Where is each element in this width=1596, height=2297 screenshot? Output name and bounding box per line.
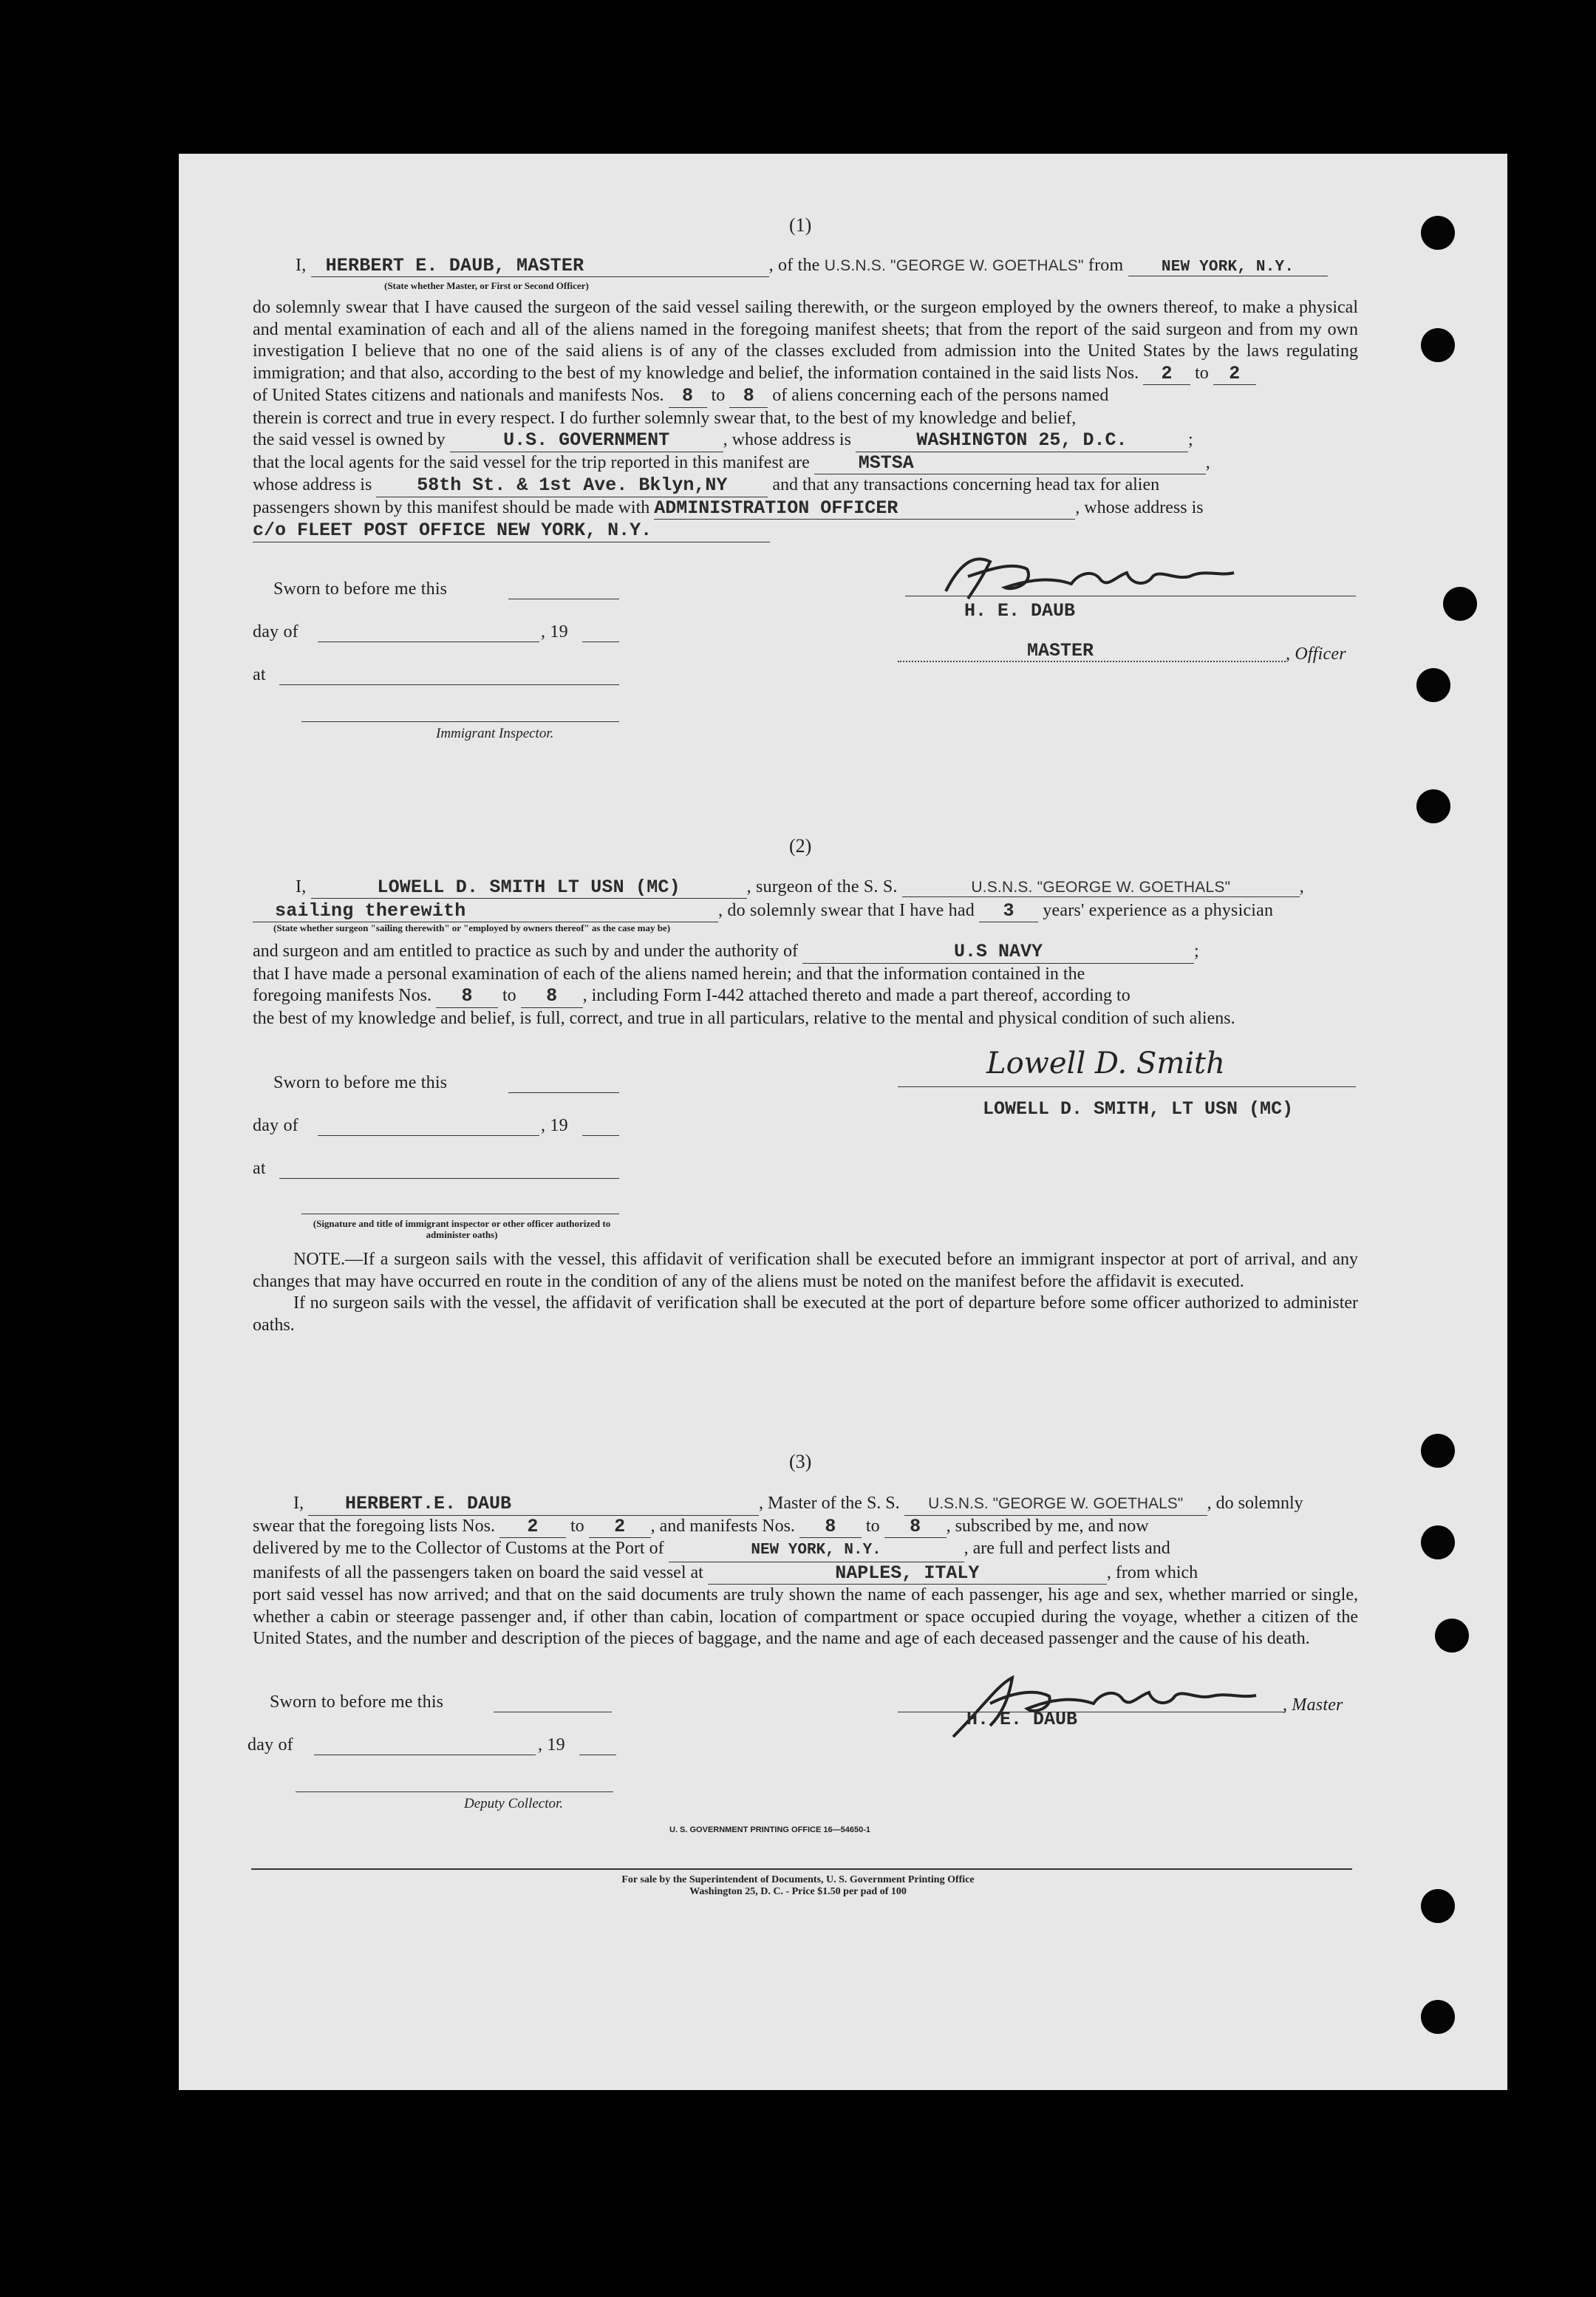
agents-label: that the local agents for the said vessel for the trip reported in this manifest are: [253, 452, 810, 472]
sworn-line: [508, 1092, 619, 1093]
sailing-note: (State whether surgeon "sailing therewith" or "employed by owners thereof" as the case may be): [273, 922, 671, 933]
authority: U.S NAVY: [802, 941, 1194, 964]
at-line: [279, 1178, 619, 1179]
binder-hole: [1421, 2000, 1455, 2034]
surgeon-paragraph: and surgeon and am entitled to practice as such by and under the authority of U.S NAVY ; that I have made a personal examination of each of the aliens named herein; and that the information contained in the foregoing manifests Nos. 8 to 8 , including Form I-442 attached thereto and made a part thereof, according to the best of my knowledge and belief, is full, correct, and true in all particulars, relative to the mental and physical condition of such aliens.: [253, 941, 1235, 1028]
form-text: , including Form I-442 attached thereto and made a part thereof, according to: [582, 986, 1130, 1005]
lists-from: 2: [1143, 363, 1190, 386]
manifest-from: 8: [436, 985, 498, 1008]
note-paragraph: [253, 1249, 1358, 1336]
correct-text: therein is correct and true in every respect. I do further solemnly swear that, to the best of my knowledge and belief,: [253, 408, 1077, 428]
years-text: years' experience as a physician: [1043, 901, 1274, 920]
master-label: , Master: [1283, 1695, 1343, 1715]
master-name: HERBERT E. DAUB, MASTER: [311, 255, 769, 277]
ship-name-stamp: U.S.N.S. "GEORGE W. GOETHALS": [902, 879, 1300, 897]
note-text-2: If no surgeon sails with the vessel, the affidavit of verification shall be executed at the port of departure before some officer authorized to administer oaths.: [253, 1293, 1358, 1335]
binder-hole: [1421, 216, 1455, 250]
collector-paragraph: I, HERBERT.E. DAUB , Master of the S. S. U.S.N.S. "GEORGE W. GOETHALS" , do solemnly swear that the foregoing lists Nos. 2 to 2 , and manifests Nos. 8 to 8 , subscribed by me, and now delivered by me to the Collector of Customs at the Port of NEW YORK, N.Y. , are full and perfect lists and manifests of all the passengers taken on board the said vessel at NAPLES, ITALY , from which port said vessel has now arrived; and that on the said documents are truly shown the name of each passenger, his age and sex, whether married or single, whether a cabin or steerage passenger and, if other than cabin, location of compartment or space occupied during the voyage, whether a citizen of the United States, and the number and description of the pieces of baggage, and the name and age of each deceased passenger and the cause of his death.: [253, 1493, 1358, 1648]
owner: U.S. GOVERNMENT: [450, 429, 723, 452]
year-line: [582, 1135, 619, 1136]
agents-address: 58th St. & 1st Ave. Bklyn,NY: [376, 474, 768, 497]
manifest-to: 8: [884, 1516, 947, 1539]
inspector-note: (Signature and title of immigrant inspector or other officer authorized to administer oaths): [313, 1218, 611, 1240]
deputy-label: Deputy Collector.: [464, 1796, 564, 1811]
lists-to: 2: [1213, 363, 1256, 386]
exam-text: that I have made a personal examination of each of the aliens named herein; and that the information contained in the: [253, 964, 1085, 984]
from-which-text: , from which: [1106, 1562, 1198, 1582]
signature-line: [898, 1086, 1356, 1087]
officer-label: , Officer: [1286, 644, 1346, 664]
signature: [924, 547, 1278, 606]
port: NEW YORK, N.Y.: [669, 1539, 964, 1562]
surgeon-name: LOWELL D. SMITH LT USN (MC): [311, 877, 747, 899]
years-experience: 3: [979, 900, 1038, 922]
lead-i: I,: [296, 877, 307, 896]
binder-hole: [1421, 328, 1455, 362]
lead-i: I,: [296, 256, 307, 275]
day-of-label: day of: [253, 1116, 299, 1135]
master-name: HERBERT.E. DAUB: [308, 1493, 759, 1516]
oath-paragraph: do solemnly swear that I have caused the surgeon of the said vessel sailing therewith, or the surgeon employed by the owners thereof, to make a physical and mental examination of each and all of the aliens named in the foregoing manifest sheets; that from the report of the said surgeon and from my own investigation I believe that no one of the said aliens is of any of the classes excluded from admission into the United States by the laws regulating immigration; and that also, according to the best of my knowledge and belief, the information contained in the said lists Nos. 2 to 2 of United States citizens and nationals and manifests Nos. 8 to 8 of aliens concerning each of the persons named therein is correct and true in every respect. I do further solemnly swear that, to the best of my knowledge and belief, the said vessel is owned by U.S. GOVERNMENT , whose address is WASHINGTON 25, D.C. ; that the local agents for the said vessel for the trip reported in this manifest are MSTSA , whose address is 58th St. & 1st Ave. Bklyn,NY and that any transactions concerning head tax for alien passengers shown by this manifest should be made with ADMINISTRATION OFFICER , whose address is c/o FLEET POST OFFICE NEW YORK, N.Y.: [253, 298, 1358, 541]
subscribed-text: , subscribed by me, and now: [946, 1516, 1149, 1536]
binder-hole: [1416, 668, 1450, 702]
section-number: (1): [789, 214, 812, 236]
and-manifests-text: , and manifests Nos.: [650, 1516, 795, 1536]
passengers-label: passengers shown by this manifest should be made with: [253, 497, 650, 517]
signature: [938, 1663, 1278, 1744]
owner-address-label: , whose address is: [723, 430, 851, 449]
swear-text: , do solemnly swear that I have had: [718, 901, 975, 920]
manifest-to: 8: [729, 385, 768, 408]
day-of-label: day of: [248, 1735, 293, 1755]
owner-address: WASHINGTON 25, D.C.: [856, 429, 1188, 452]
full-perfect-text: , are full and perfect lists and: [964, 1539, 1170, 1558]
sworn-label: Sworn to before me this: [273, 579, 448, 599]
tax-contact-address-label: , whose address is: [1075, 497, 1204, 517]
master-line: [296, 255, 1328, 277]
day-line: [318, 1135, 539, 1136]
rest-text: port said vessel has now arrived; and that on the said documents are truly shown the name of each passenger, his age and sex, whether married or single, whether a cabin or steerage passenger and, if other than cabin, location of compartment or space occupied during the voyage, whether a citizen of the United States, and the number and description of the pieces of baggage, and the name and age of each deceased passenger and the cause of his death.: [253, 1585, 1358, 1648]
authority-text: and surgeon and am entitled to practice as such by and under the authority of: [253, 942, 798, 961]
signer-typed: LOWELL D. SMITH, LT USN (MC): [983, 1098, 1294, 1120]
section-number: (3): [789, 1451, 812, 1472]
origin-port: NAPLES, ITALY: [708, 1562, 1107, 1585]
note-label: NOTE.: [293, 1250, 345, 1269]
sale-line-1: For sale by the Superintendent of Documents, U. S. Government Printing Office: [621, 1874, 975, 1885]
owned-by-label: the said vessel is owned by: [253, 430, 446, 449]
surgeon-signature: Lowell D. Smith: [986, 1047, 1225, 1081]
manifests-of-text: manifests of all the passengers taken on board the said vessel at: [253, 1562, 703, 1582]
lists-from: 2: [499, 1516, 566, 1539]
year-label: , 19: [541, 1116, 568, 1135]
delivered-text: delivered by me to the Collector of Customs at the Port of: [253, 1539, 664, 1558]
surgeon-line: I, LOWELL D. SMITH LT USN (MC) , surgeon of the S. S. U.S.N.S. "GEORGE W. GOETHALS" ,: [296, 877, 1304, 898]
manifest-to: 8: [521, 985, 583, 1008]
foregoing-label: foregoing manifests Nos.: [253, 986, 432, 1005]
gpo-line: U. S. GOVERNMENT PRINTING OFFICE 16—54650-1: [669, 1825, 871, 1834]
lead-i: I,: [293, 1494, 304, 1513]
manifest-from: 8: [669, 385, 707, 408]
sworn-label: Sworn to before me this: [273, 1073, 448, 1092]
agents-address-label: whose address is: [253, 475, 372, 494]
surgeon-of-label: , surgeon of the S. S.: [746, 877, 898, 896]
binder-hole: [1435, 1619, 1469, 1653]
ship-name-stamp: U.S.N.S. "GEORGE W. GOETHALS": [824, 257, 1084, 274]
tax-contact-address: c/o FLEET POST OFFICE NEW YORK, N.Y.: [253, 520, 770, 542]
sailing-line: [253, 900, 1273, 922]
at-label: at: [253, 1159, 266, 1178]
sworn-label: Sworn to before me this: [270, 1692, 444, 1712]
binder-hole: [1416, 789, 1450, 823]
footer-rule: [251, 1868, 1352, 1870]
lists-to: 2: [589, 1516, 651, 1539]
binder-hole: [1443, 587, 1477, 621]
binder-hole: [1421, 1525, 1455, 1559]
day-of-label: day of: [253, 622, 299, 642]
signer-typed: H. E. DAUB: [966, 1709, 1078, 1730]
aliens-text: of aliens concerning each of the persons named: [772, 386, 1109, 405]
from-label: from: [1088, 256, 1124, 275]
ship-name-stamp: U.S.N.S. "GEORGE W. GOETHALS": [904, 1493, 1207, 1516]
sale-line-2: Washington 25, D. C. - Price $1.50 per pad of 100: [689, 1886, 907, 1897]
swear-lists-text: swear that the foregoing lists Nos.: [253, 1516, 495, 1536]
sailing-status: sailing therewith: [253, 900, 718, 922]
inspector-line: [301, 721, 619, 722]
of-the-label: , of the: [768, 256, 820, 275]
section-number: (2): [789, 835, 812, 857]
solemnly-text: , do solemnly: [1207, 1494, 1303, 1513]
from-place: NEW YORK, N.Y.: [1128, 259, 1328, 276]
tax-contact: ADMINISTRATION OFFICER: [654, 497, 1075, 520]
best-text: the best of my knowledge and belief, is full, correct, and true in all particulars, relative to the mental and physical condition of such aliens.: [253, 1008, 1235, 1028]
at-line: [279, 684, 619, 685]
manifest-from: 8: [799, 1516, 862, 1539]
master-of-label: , Master of the S. S.: [759, 1494, 900, 1513]
tax-text: and that any transactions concerning head tax for alien: [772, 475, 1160, 494]
agents: MSTSA: [814, 452, 1206, 475]
deputy-line: [296, 1791, 613, 1792]
signer-title: MASTER: [1027, 640, 1094, 661]
year-label: , 19: [541, 622, 568, 642]
inspector-label: Immigrant Inspector.: [436, 726, 554, 741]
note-text: —If a surgeon sails with the vessel, this affidavit of verification shall be executed before an immigrant inspector at port of arrival, and any changes that may have occurred en route in the condition of any of the aliens must be noted on the manifest before the affidavit is executed.: [253, 1250, 1358, 1291]
us-citizens-text: of United States citizens and nationals and manifests Nos.: [253, 386, 664, 405]
at-label: at: [253, 665, 266, 684]
year-label: , 19: [538, 1735, 565, 1755]
binder-hole: [1421, 1434, 1455, 1468]
oath-text: do solemnly swear that I have caused the surgeon of the said vessel sailing therewith, or the surgeon employed by the owners thereof, to make a physical and mental examination of each and all of the aliens named in the foregoing manifest sheets; that from the report of the said surgeon and from my own investigation I believe that no one of the said aliens is of any of the classes excluded from admission into the United States by the laws regulating immigration; and that also, according to the best of my knowledge and belief, the information contained in the said lists Nos.: [253, 298, 1358, 383]
master-note: (State whether Master, or First or Second Officer): [384, 280, 589, 291]
signer-typed: H. E. DAUB: [964, 600, 1076, 622]
